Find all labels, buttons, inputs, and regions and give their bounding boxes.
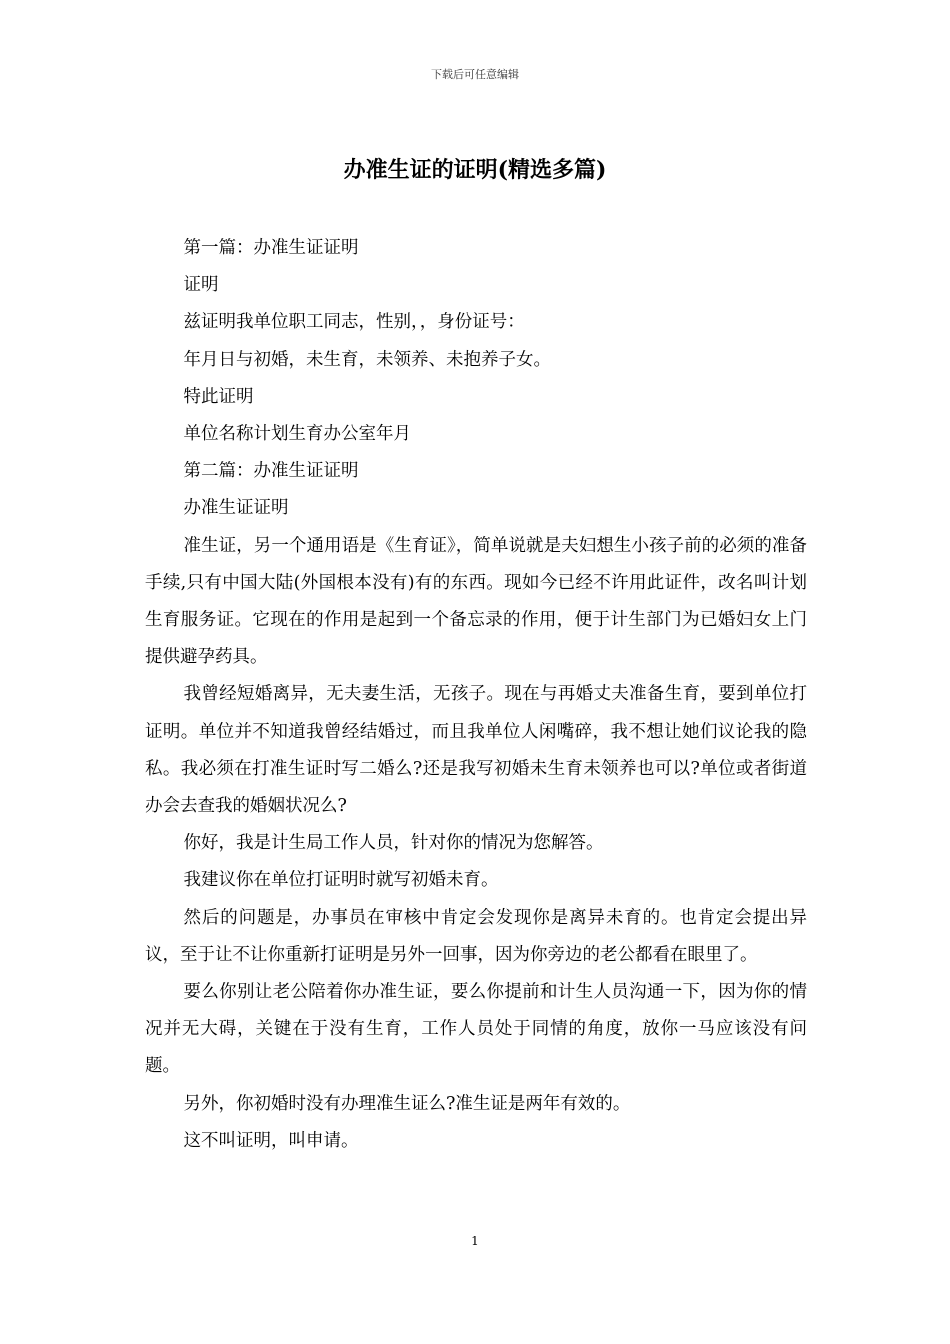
paragraph: 我建议你在单位打证明时就写初婚未育。 (183, 870, 499, 891)
paragraph: 另外，你初婚时没有办理准生证么?准生证是两年有效的。 (183, 1093, 631, 1114)
section-heading-2: 第二篇：办准生证证明 (183, 461, 359, 482)
paragraph: 要么你别让老公陪着你办准生证，要么你提前和计生人员沟通一下，因为你的情况并无大碍，关键在于没有生育，工作人员处于同情的角度，放你一马应该没有问题。 (145, 982, 807, 1077)
paragraph: 准生证，另一个通用语是《生育证》，简单说就是夫妇想生小孩子前的必须的准备手续,只有中国大陆(外国根本没有)有的东西。现如今已经不许用此证件，改名叫计划生育服务证。它现在的作用是起到一个备忘录的作用，便于计生部门为已婚妇女上门提供避孕药具。 (145, 535, 807, 668)
page-header-note: 下载后可任意编辑 (431, 68, 519, 81)
paragraph: 特此证明 (183, 386, 254, 407)
page-number: 1 (471, 1234, 479, 1248)
section-heading-1: 第一篇：办准生证证明 (183, 238, 359, 258)
paragraph: 你好，我是计生局工作人员，针对你的情况为您解答。 (183, 833, 604, 854)
paragraph: 单位名称计划生育办公室年月 (183, 424, 411, 445)
paragraph: 这不叫证明，叫申请。 (183, 1130, 359, 1151)
certificate-heading: 证明 (183, 275, 219, 296)
paragraph: 然后的问题是，办事员在审核中肯定会发现你是离异未育的。也肯定会提出异议，至于让不让你重新打证明是另外一回事，因为你旁边的老公都看在眼里了。 (145, 907, 807, 965)
document-body (145, 230, 807, 1160)
paragraph: 年月日与初婚，未生育，未领养、未抱养子女。 (183, 349, 551, 370)
paragraph: 兹证明我单位职工同志，性别，，身份证号： (183, 312, 525, 333)
paragraph: 我曾经短婚离异，无夫妻生活，无孩子。现在与再婚丈夫准备生育，要到单位打证明。单位并不知道我曾经结婚过，而且我单位人闲嘴碎，我不想让她们议论我的隐私。我必须在打准生证时写二婚么?还是我写初婚未生育未领养也可以?单位或者街道办会去查我的婚姻状况么? (145, 684, 807, 817)
subheading: 办准生证证明 (183, 498, 289, 519)
document-title: 办准生证的证明(精选多篇) (343, 157, 607, 183)
